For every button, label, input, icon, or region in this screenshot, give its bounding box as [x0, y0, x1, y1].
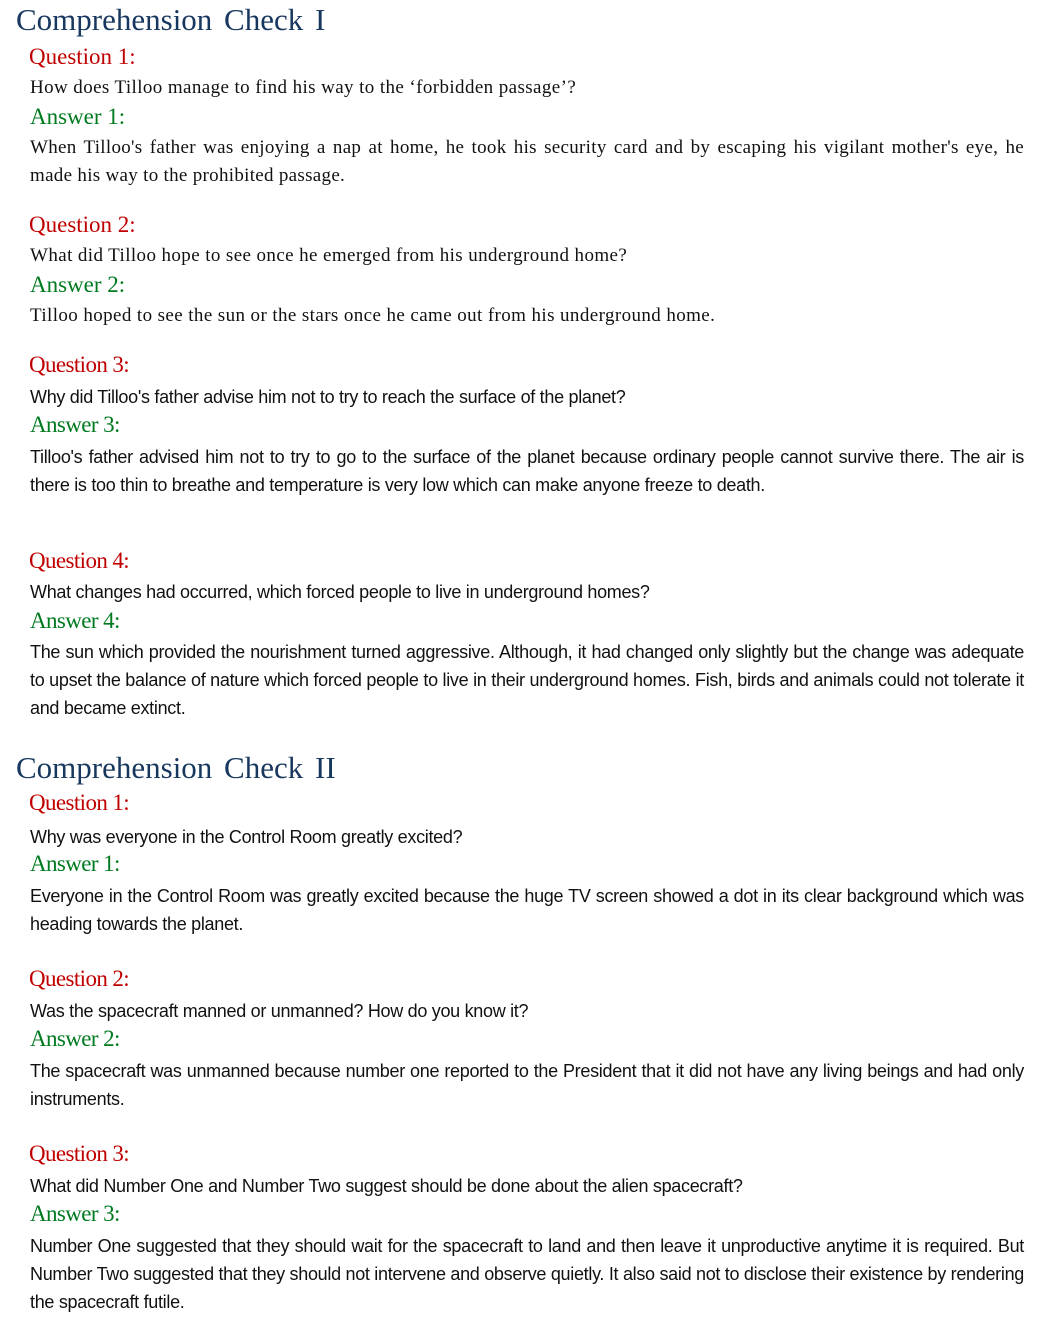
question-label: Question 4:: [29, 548, 130, 573]
question-text: How does Tilloo manage to find his way to the ‘forbidden passage’?: [30, 77, 577, 98]
answer-text: Everyone in the Control Room was greatly excited because the huge TV screen showed a dot in its clear background which was heading towards the planet.: [30, 886, 1024, 934]
question-text: What changes had occurred, which forced people to live in underground homes?: [30, 582, 650, 602]
question-label: Question 2:: [29, 212, 136, 237]
section-heading-check-2: Comprehension Check II: [16, 750, 336, 785]
question-label: Question 1:: [29, 790, 130, 815]
question-label: Question 1:: [29, 44, 136, 69]
answer-text: When Tilloo's father was enjoying a nap at home, he took his security card and by escaping his vigilant mother's eye, he made his way to the prohibited passage.: [30, 137, 1024, 186]
question-label: Question 3:: [29, 352, 130, 377]
question-text: Was the spacecraft manned or unmanned? How do you know it?: [30, 1001, 529, 1021]
answer-text: Tilloo's father advised him not to try to go to the surface of the planet because ordinary people cannot survive there. The air is there is too thin to breathe and temperature is very low which can make anyone freeze to death.: [30, 447, 1024, 495]
question-text: Why was everyone in the Control Room greatly excited?: [30, 827, 463, 847]
answer-label: Answer 2:: [30, 1026, 120, 1051]
question-text: What did Number One and Number Two suggest should be done about the alien spacecraft?: [30, 1176, 743, 1196]
answer-label: Answer 3:: [30, 412, 120, 437]
question-text: Why did Tilloo's father advise him not to try to reach the surface of the planet?: [30, 387, 626, 407]
answer-label: Answer 3:: [30, 1201, 120, 1226]
answer-label: Answer 1:: [30, 104, 126, 129]
answer-label: Answer 2:: [30, 272, 126, 297]
question-label: Question 2:: [29, 966, 130, 991]
section-heading-check-1: Comprehension Check I: [16, 2, 326, 37]
answer-text: Number One suggested that they should wait for the spacecraft to land and then leave it unproductive anytime it is required. But Number Two suggested that they should not intervene and observe quietly. It also said not to disclose their existence by rendering the spacecraft futile.: [30, 1236, 1024, 1312]
answer-label: Answer 4:: [30, 608, 120, 633]
answer-text: The spacecraft was unmanned because number one reported to the President that it did not have any living beings and had only instruments.: [30, 1061, 1024, 1109]
question-label: Question 3:: [29, 1141, 130, 1166]
question-text: What did Tilloo hope to see once he emerged from his underground home?: [30, 245, 628, 266]
answer-text: Tilloo hoped to see the sun or the stars once he came out from his underground home.: [30, 305, 716, 326]
answer-text: The sun which provided the nourishment turned aggressive. Although, it had changed only slightly but the change was adequate to upset the balance of nature which forced people to live in their underground homes. Fish, birds and animals could not tolerate it and became extinct.: [30, 642, 1024, 718]
answer-label: Answer 1:: [30, 851, 120, 876]
